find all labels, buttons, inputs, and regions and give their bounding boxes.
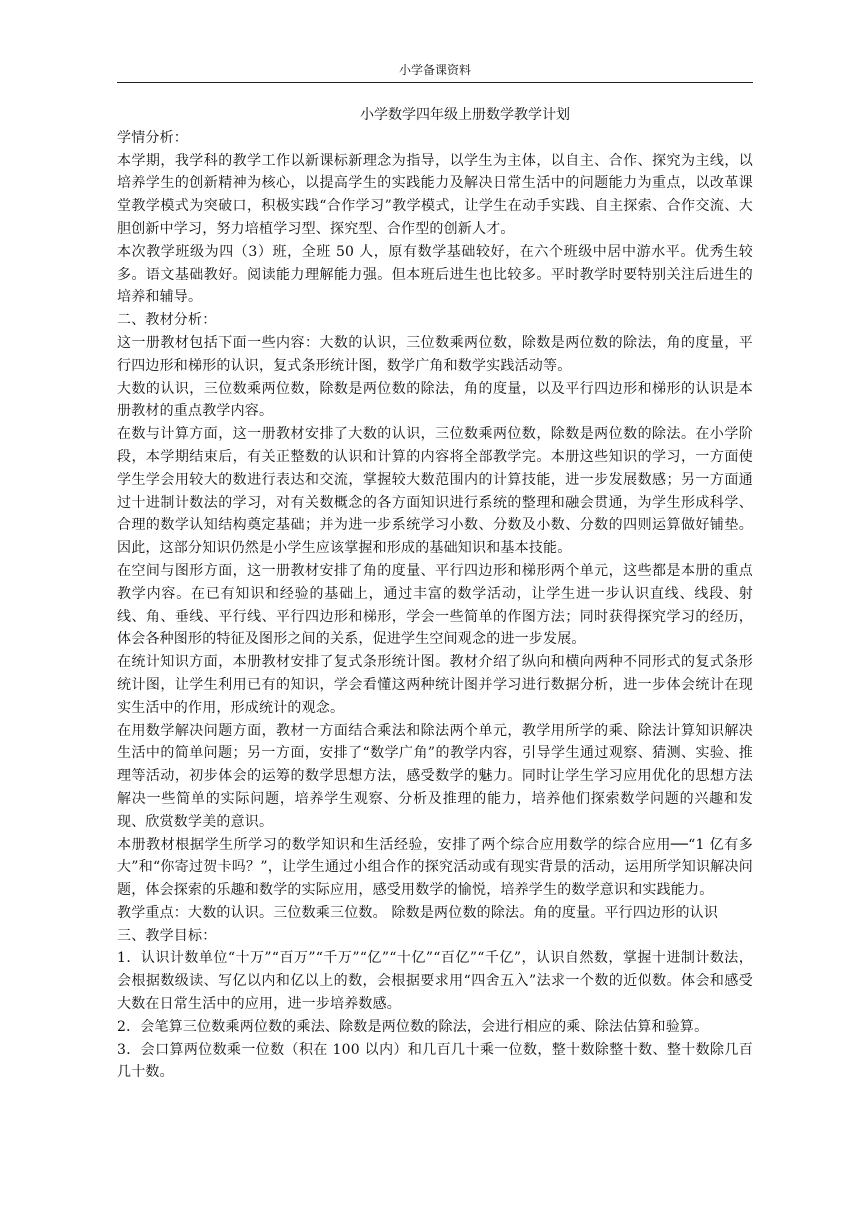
list-item-goal: 1．认识计数单位“十万”“百万”“千万”“亿”“十亿”“百亿”“千亿”，认识自然数，掌握十进制计数法，会根据数级读、写亿以内和亿以上的数，会根据要求用“四舍五入”法求一个数的近似数。体会和感受大数在日常生活中的应用，进一步培养数感。 <box>117 950 753 1013</box>
paragraph: 在空间与图形方面，这一册教材安排了角的度量、平行四边形和梯形两个单元，这些都是本册的重点教学内容。在已有知识和经验的基础上，通过丰富的数学活动，让学生进一步认识直线、线段、射线、角、垂线、平行线、平行四边形和梯形，学会一些简单的作图方法；同时获得探究学习的经历，体会各种图形的特征及图形之间的关系，促进学生空间观念的进一步发展。 <box>117 562 753 648</box>
paragraph: 在用数学解决问题方面，教材一方面结合乘法和除法两个单元，教学用所学的乘、除法计算知识解决生活中的简单问题；另一方面，安排了“数学广角”的教学内容，引导学生通过观察、猜测、实验、推理等活动，初步体会的运筹的数学思想方法，感受数学的魅力。同时让学生学习应用优化的思想方法解决一些简单的实际问题，培养学生观察、分析及推理的能力，培养他们探索数学问题的兴趣和发现、欣赏数学美的意识。 <box>117 722 753 830</box>
paragraph: 本册教材根据学生所学习的数学知识和生活经验，安排了两个综合应用数学的综合应用──“1 亿有多大”和“你寄过贺卡吗？”，让学生通过小组合作的探究活动或有现实背景的活动，运用所学知识解决问题，体会探索的乐趣和数学的实际应用，感受用数学的愉悦，培养学生的数学意识和实践能力。 <box>117 836 753 899</box>
paragraph-key-points: 教学重点：大数的认识。三位数乘三位数。 除数是两位数的除法。角的度量。平行四边形的认识 <box>117 904 719 921</box>
document-body <box>117 104 753 1084</box>
list-item-goal: 2．会笔算三位数乘两位数的乘法、除数是两位数的除法，会进行相应的乘、除法估算和验算。 <box>117 1018 709 1035</box>
paragraph: 大数的认识，三位数乘两位数，除数是两位数的除法，角的度量，以及平行四边形和梯形的认识是本册教材的重点教学内容。 <box>117 380 753 420</box>
paragraph-section-heading: 二、教材分析： <box>117 312 217 329</box>
list-item-goal: 3．会口算两位数乘一位数（积在 100 以内）和几百几十乘一位数，整十数除整十数、整十数除几百几十数。 <box>117 1041 753 1081</box>
running-header <box>117 62 753 83</box>
paragraph: 本次教学班级为四（3）班，全班 50 人，原有数学基础较好，在六个班级中居中游水平。优秀生较多。语文基础教好。阅读能力理解能力强。但本班后进生也比较多。平时教学时要特别关注后进生的培养和辅导。 <box>117 243 753 306</box>
paragraph: 在统计知识方面，本册教材安排了复式条形统计图。教材介绍了纵向和横向两种不同形式的复式条形统计图，让学生利用已有的知识，学会看懂这两种统计图并学习进行数据分析，进一步体会统计在现实生活中的作用，形成统计的观念。 <box>117 654 753 716</box>
running-header-text: 小学备课资料 <box>398 63 471 77</box>
paragraph-section-heading: 学情分析： <box>117 129 188 146</box>
document-title: 小学数学四年级上册数学教学计划 <box>360 107 570 123</box>
paragraph: 在数与计算方面，这一册教材安排了大数的认识，三位数乘两位数，除数是两位数的除法。在小学阶段，本学期结束后，有关正整数的认识和计算的内容将全部教学完。本册这些知识的学习，一方面使学生学会用较大的数进行表达和交流，掌握较大数范围内的计算技能，进一步发展数感；另一方面通过十进制计数法的学习，对有关数概念的各方面知识进行系统的整理和融会贯通，为学生形成科学、合理的数学认知结构奠定基础；并为进一步系统学习小数、分数及小数、分数的四则运算做好铺垫。因此，这部分知识仍然是小学生应该掌握和形成的基础知识和基本技能。 <box>117 426 753 557</box>
paragraph-section-heading: 三、教学目标： <box>117 927 217 944</box>
paragraph: 这一册教材包括下面一些内容：大数的认识，三位数乘两位数，除数是两位数的除法，角的度量，平行四边形和梯形的认识，复式条形统计图，数学广角和数学实践活动等。 <box>117 334 753 374</box>
paragraph: 本学期，我学科的教学工作以新课标新理念为指导，以学生为主体，以自主、合作、探究为主线，以培养学生的创新精神为核心，以提高学生的实践能力及解决日常生活中的问题能力为重点，以改革课堂教学模式为突破口，积极实践“合作学习”教学模式，让学生在动手实践、自主探索、合作交流、大胆创新中学习，努力培植学习型、探究型、合作型的创新人才。 <box>117 152 753 237</box>
